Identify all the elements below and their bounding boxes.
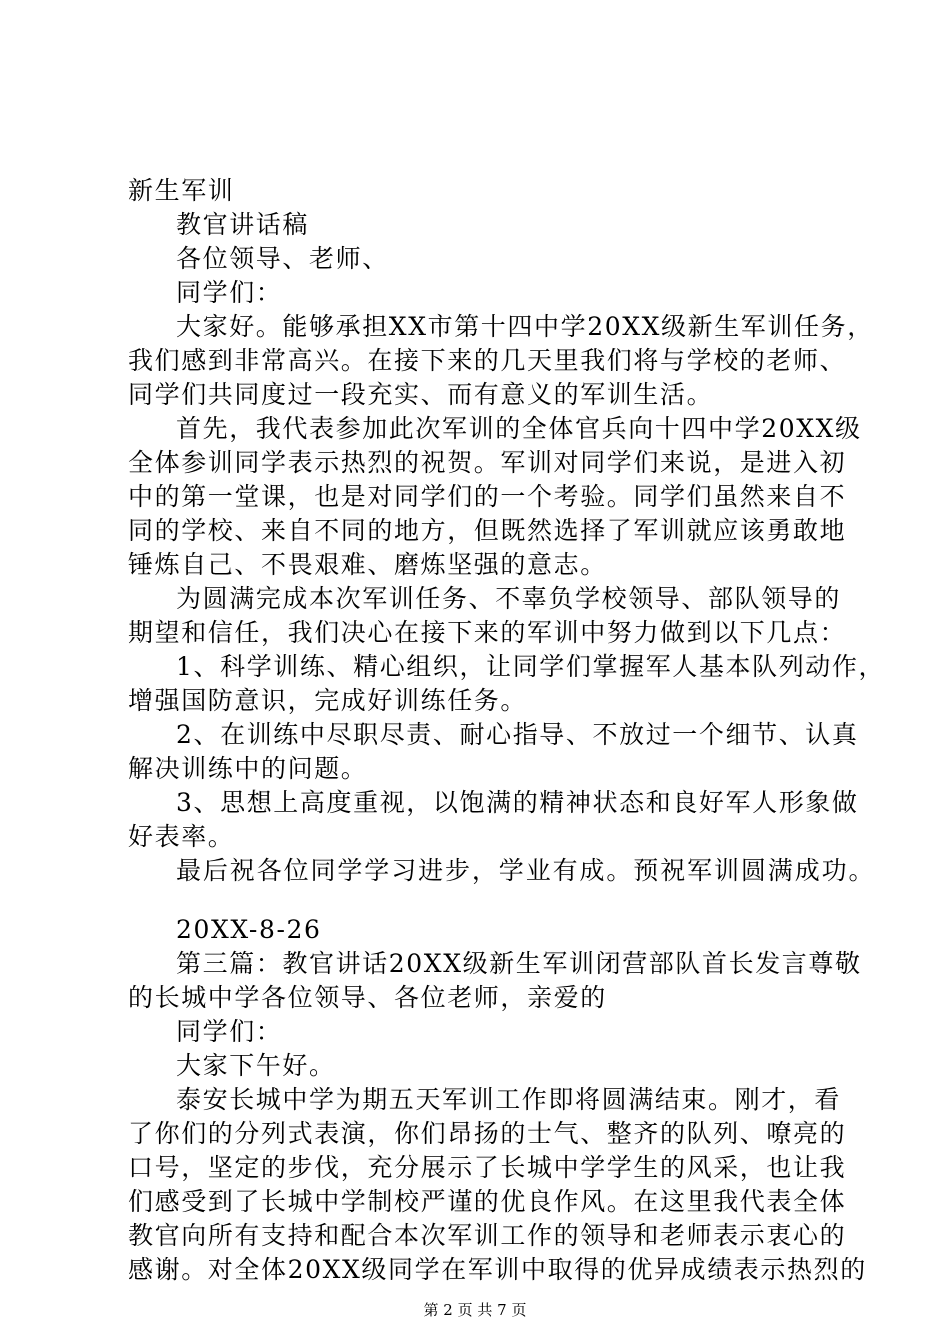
text-line: 解决训练中的问题。 [128,754,368,783]
text-line: 期望和信任，我们决心在接下来的军训中努力做到以下几点： [128,618,847,647]
text-line: 同的学校、来自不同的地方，但既然选择了军训就应该勇敢地 [128,516,847,545]
text-line: 2、在训练中尽职尽责、耐心指导、不放过一个细节、认真 [176,720,859,749]
text-line: 感谢。对全体20XX级同学在军训中取得的优异成绩表示热烈的 [128,1255,867,1284]
text-line: 口号，坚定的步伐，充分展示了长城中学学生的风采，也让我 [128,1153,847,1182]
text-line: 教官讲话稿 [176,210,310,239]
text-line: 3、思想上高度重视，以饱满的精神状态和良好军人形象做 [176,788,859,817]
text-line: 教官向所有支持和配合本次军训工作的领导和老师表示衷心的 [128,1221,847,1250]
text-line: 了你们的分列式表演，你们昂扬的士气、整齐的队列、嘹亮的 [128,1119,847,1148]
text-line: 好表率。 [128,822,235,851]
text-line: 我们感到非常高兴。在接下来的几天里我们将与学校的老师、 [128,346,847,375]
text-line: 中的第一堂课，也是对同学们的一个考验。同学们虽然来自不 [128,482,847,511]
text-line: 们感受到了长城中学制校严谨的优良作风。在这里我代表全体 [128,1187,847,1216]
text-line: 各位领导、老师、 [176,244,389,273]
text-line: 为圆满完成本次军训任务、不辜负学校领导、部队领导的 [176,584,842,613]
text-line: 同学们共同度过一段充实、而有意义的军训生活。 [128,380,714,409]
text-line: 锤炼自己、不畏艰难、磨炼坚强的意志。 [128,550,607,579]
text-line: 大家下午好。 [176,1051,336,1080]
text-line: 大家好。能够承担XX市第十四中学20XX级新生军训任务， [176,312,874,341]
text-line: 全体参训同学表示热烈的祝贺。军训对同学们来说，是进入初 [128,448,847,477]
page-number-footer: 第 2 页 共 7 页 [423,1301,527,1319]
text-line: 20XX-8-26 [176,915,322,944]
text-line: 1、科学训练、精心组织，让同学们掌握军人基本队列动作， [176,652,886,681]
text-line: 泰安长城中学为期五天军训工作即将圆满结束。刚才，看 [176,1085,842,1114]
text-line: 同学们： [176,1017,283,1046]
text-line: 第三篇：教官讲话20XX级新生军训闭营部队首长发言尊敬 [176,949,862,978]
text-line: 首先，我代表参加此次军训的全体官兵向十四中学20XX级 [176,414,862,443]
text-line: 的长城中学各位领导、各位老师，亲爱的 [128,983,607,1012]
text-line: 新生军训 [128,176,235,205]
text-line: 最后祝各位同学学习进步，学业有成。预祝军训圆满成功。 [176,856,876,885]
text-line: 同学们： [176,278,283,307]
text-line: 增强国防意识，完成好训练任务。 [128,686,528,715]
